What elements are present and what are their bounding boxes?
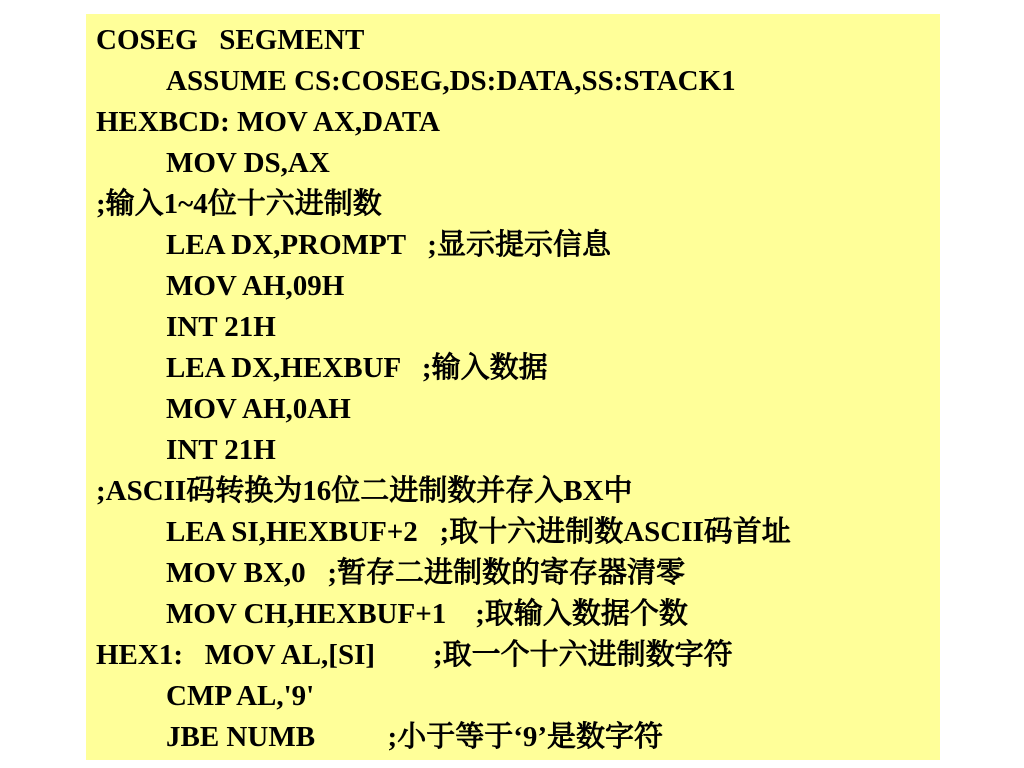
code-line-15: MOV CH,HEXBUF+1 ;取输入数据个数 <box>166 598 688 630</box>
code-comment-1: ;输入1~4位十六进制数 <box>96 188 382 220</box>
code-slide <box>86 14 940 760</box>
code-line-13: LEA SI,HEXBUF+2 ;取十六进制数ASCII码首址 <box>166 516 791 548</box>
code-line-6: LEA DX,PROMPT ;显示提示信息 <box>166 229 611 261</box>
code-line-1: COSEG SEGMENT <box>96 24 365 56</box>
code-line-7: MOV AH,09H <box>166 270 345 302</box>
code-line-8: INT 21H <box>166 311 276 343</box>
code-line-18: JBE NUMB ;小于等于‘9’是数字符 <box>166 721 664 753</box>
code-line-17: CMP AL,'9' <box>166 680 315 712</box>
code-comment-2: ;ASCII码转换为16位二进制数并存入BX中 <box>96 475 633 507</box>
code-line-11: INT 21H <box>166 434 276 466</box>
code-line-10: MOV AH,0AH <box>166 393 351 425</box>
code-line-4: MOV DS,AX <box>166 147 330 179</box>
code-line-9: LEA DX,HEXBUF ;输入数据 <box>166 352 548 384</box>
code-line-14: MOV BX,0 ;暂存二进制数的寄存器清零 <box>166 557 686 589</box>
code-line-16: HEX1: MOV AL,[SI] ;取一个十六进制数字符 <box>96 639 733 671</box>
code-line-2: ASSUME CS:COSEG,DS:DATA,SS:STACK1 <box>166 65 736 97</box>
code-line-3: HEXBCD: MOV AX,DATA <box>96 106 440 138</box>
